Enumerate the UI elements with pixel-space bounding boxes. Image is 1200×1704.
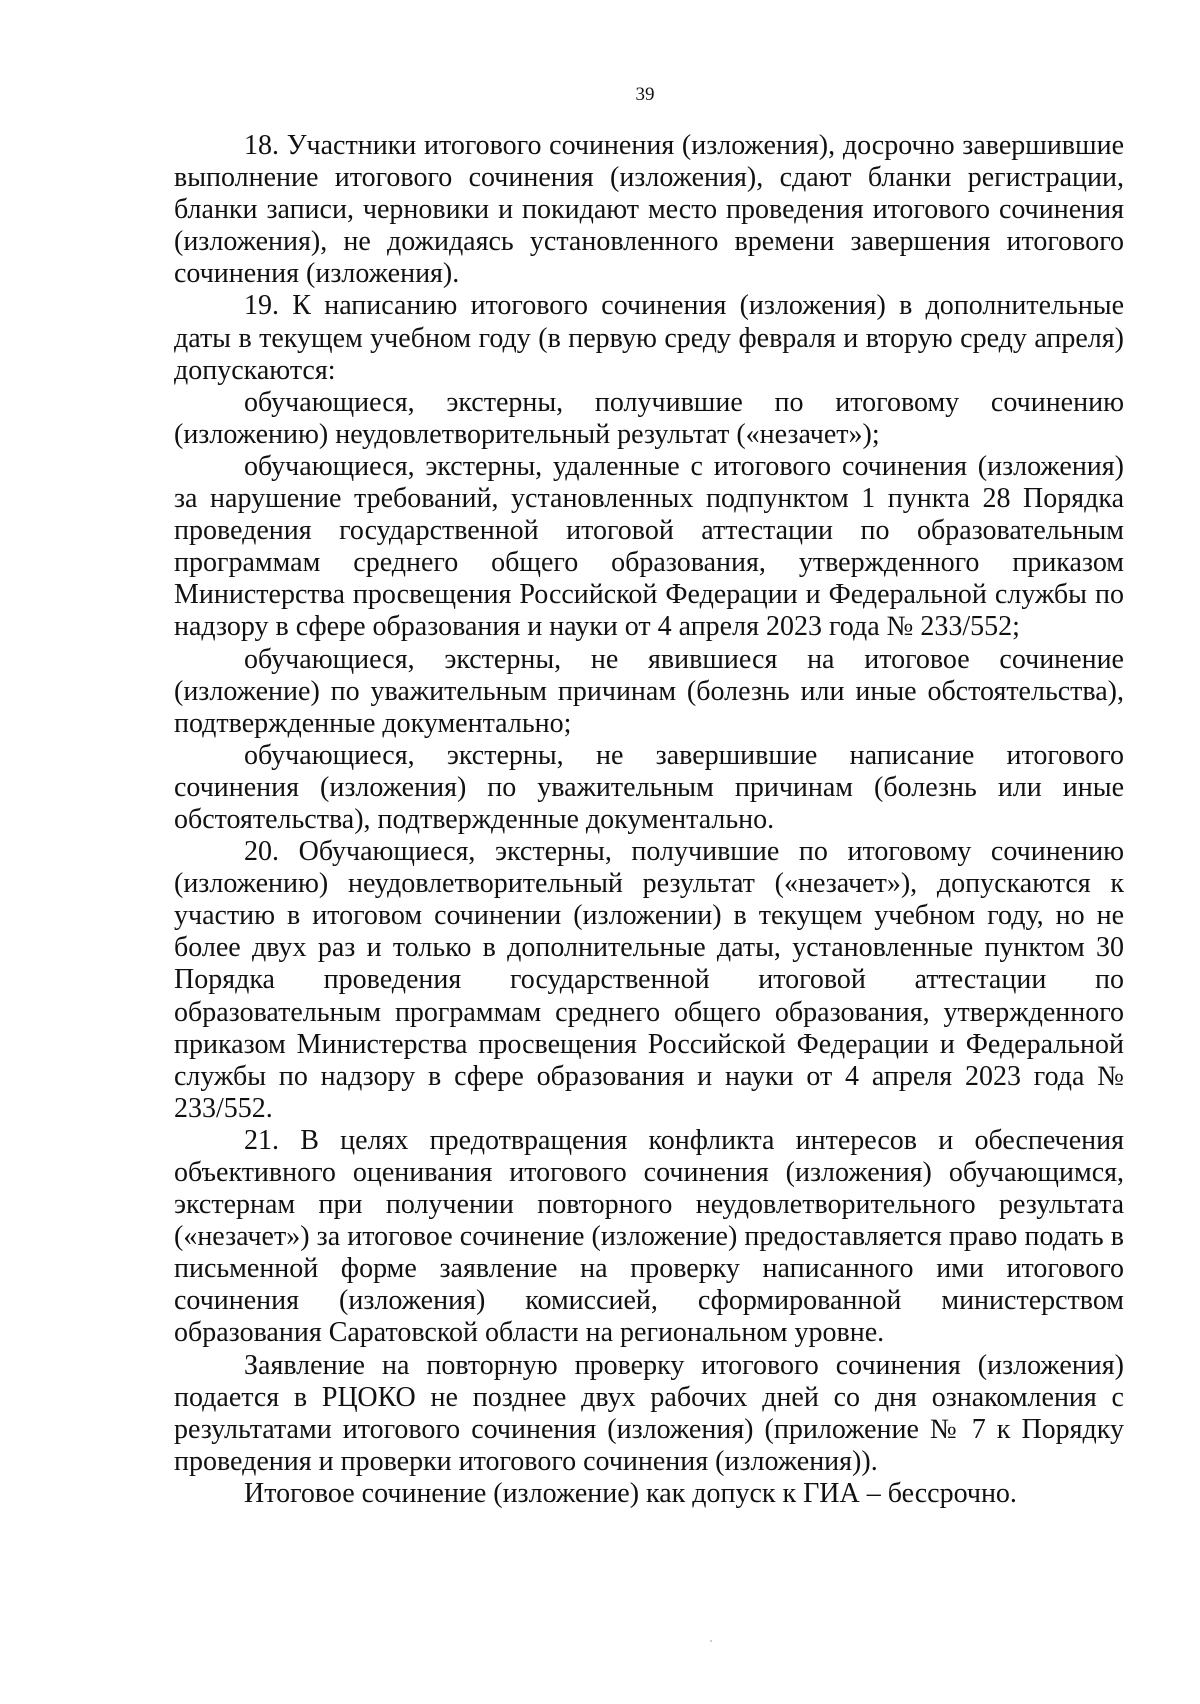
paragraph-21: 21. В целях предотвращения конфликта интересов и обеспечения объективного оценивания итогового сочинения (изложения) обучающимся, экстернам при получении повторного неудовлетворительного результата («незачет») за итоговое сочинение (изложение) предоставляется право подать в письменной форме заявление на проверку написанного ими итогового сочинения (изложения) комиссией, сформированной министерством образования Саратовской области на региональном уровне. bbox=[174, 1124, 1124, 1349]
scan-speck bbox=[710, 1640, 712, 1642]
paragraph-20: 20. Обучающиеся, экстерны, получившие по итоговому сочинению (изложению) неудовлетворительный результат («незачет»), допускаются к участию в итоговом сочинении (изложении) в текущем учебном году, но не более двух раз и только в дополнительные даты, установленные пунктом 30 Порядка проведения государственной итоговой аттестации по образовательным программам среднего общего образования, утвержденного приказом Министерства просвещения Российской Федерации и Федеральной службы по надзору в сфере образования и науки от 4 апреля 2023 года № 233/552. bbox=[174, 836, 1124, 1124]
paragraph-final-note: Итоговое сочинение (изложение) как допуск к ГИА – бессрочно. bbox=[244, 1477, 1017, 1509]
paragraph-19-item-3: обучающиеся, экстерны, не явившиеся на итоговое сочинение (изложение) по уважительным причинам (болезнь или иные обстоятельства), подтвержденные документально; bbox=[174, 643, 1124, 739]
document-body bbox=[174, 130, 1124, 1510]
paragraph-18: 18. Участники итогового сочинения (изложения), досрочно завершившие выполнение итогового сочинения (изложения), сдают бланки регистрации, бланки записи, черновики и покидают место проведения итогового сочинения (изложения), не дожидаясь установленного времени завершения итогового сочинения (изложения). bbox=[174, 130, 1124, 290]
paragraph-21-application: Заявление на повторную проверку итогового сочинения (изложения) подается в РЦОКО не позднее двух рабочих дней со дня ознакомления с результатами итогового сочинения (изложения) (приложение № 7 к Порядку проведения и проверки итогового сочинения (изложения)). bbox=[174, 1349, 1124, 1477]
paragraph-19: 19. К написанию итогового сочинения (изложения) в дополнительные даты в текущем учебном году (в первую среду февраля и вторую среду апреля) допускаются: bbox=[174, 290, 1124, 386]
paragraph-19-item-1: обучающиеся, экстерны, получившие по итоговому сочинению (изложению) неудовлетворительный результат («незачет»); bbox=[174, 386, 1124, 450]
page-number: 39 bbox=[635, 84, 655, 105]
paragraph-19-item-2: обучающиеся, экстерны, удаленные с итогового сочинения (изложения) за нарушение требований, установленных подпунктом 1 пункта 28 Порядка проведения государственной итоговой аттестации по образовательным программам среднего общего образования, утвержденного приказом Министерства просвещения Российской Федерации и Федеральной службы по надзору в сфере образования и науки от 4 апреля 2023 года № 233/552; bbox=[174, 450, 1124, 643]
paragraph-19-item-4: обучающиеся, экстерны, не завершившие написание итогового сочинения (изложения) по уважительным причинам (болезнь или иные обстоятельства), подтвержденные документально. bbox=[174, 739, 1124, 835]
